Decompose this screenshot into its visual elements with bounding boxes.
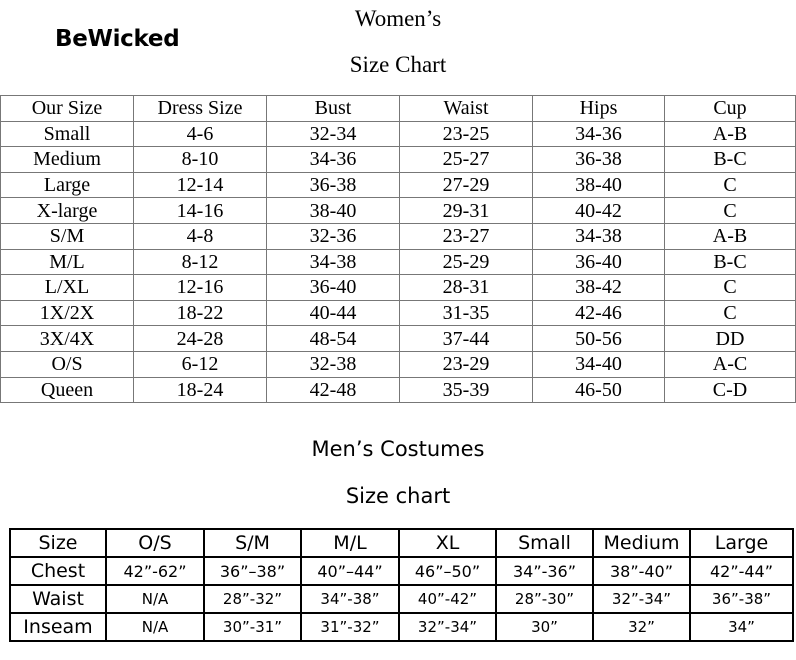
women-table-row bbox=[1, 147, 796, 173]
men-header-cell: Medium bbox=[593, 529, 690, 557]
women-row-label: Small bbox=[1, 121, 134, 147]
women-table-cell: 36-38 bbox=[533, 147, 665, 173]
men-table-cell: 28”-32” bbox=[204, 585, 301, 613]
women-row-label: O/S bbox=[1, 351, 134, 377]
men-size-table bbox=[9, 528, 794, 642]
women-table-cell: 29-31 bbox=[400, 198, 533, 224]
men-table-cell: 32” bbox=[593, 613, 690, 641]
women-table-cell: 48-54 bbox=[267, 326, 400, 352]
women-table-row bbox=[1, 121, 796, 147]
men-table-cell: 40”-42” bbox=[399, 585, 496, 613]
men-table-cell: N/A bbox=[106, 585, 204, 613]
men-table-cell: 38”-40” bbox=[593, 557, 690, 585]
men-header-cell: Small bbox=[496, 529, 593, 557]
women-table-cell: 50-56 bbox=[533, 326, 665, 352]
women-table-cell: 23-27 bbox=[400, 223, 533, 249]
women-header-row bbox=[1, 96, 796, 122]
men-header-cell: M/L bbox=[301, 529, 399, 557]
women-table-cell: DD bbox=[665, 326, 796, 352]
men-header-row bbox=[10, 529, 793, 557]
women-row-label: M/L bbox=[1, 249, 134, 275]
women-table-cell: 12-14 bbox=[134, 172, 267, 198]
women-table-cell: 18-24 bbox=[134, 377, 267, 403]
women-table-cell: 8-12 bbox=[134, 249, 267, 275]
women-table-cell: 42-48 bbox=[267, 377, 400, 403]
women-table-row bbox=[1, 326, 796, 352]
women-table-cell: A-B bbox=[665, 223, 796, 249]
women-table-cell: 34-38 bbox=[533, 223, 665, 249]
men-chart-subtitle: Size chart bbox=[345, 484, 451, 508]
women-header-cell: Dress Size bbox=[134, 96, 267, 122]
women-header-cell: Cup bbox=[665, 96, 796, 122]
men-table-row bbox=[10, 613, 793, 641]
men-row-label: Chest bbox=[10, 557, 106, 585]
women-row-label: 1X/2X bbox=[1, 300, 134, 326]
women-header-cell: Bust bbox=[267, 96, 400, 122]
men-header-cell: XL bbox=[399, 529, 496, 557]
women-table-row bbox=[1, 198, 796, 224]
women-table-cell: 36-40 bbox=[533, 249, 665, 275]
women-table-cell: 38-42 bbox=[533, 275, 665, 301]
women-table-cell: 42-46 bbox=[533, 300, 665, 326]
women-table-cell: 23-25 bbox=[400, 121, 533, 147]
women-table-cell: C bbox=[665, 300, 796, 326]
women-table-cell: 32-36 bbox=[267, 223, 400, 249]
women-table-cell: 34-36 bbox=[533, 121, 665, 147]
women-table-cell: 23-29 bbox=[400, 351, 533, 377]
men-table-row bbox=[10, 585, 793, 613]
men-row-label: Waist bbox=[10, 585, 106, 613]
women-row-label: Large bbox=[1, 172, 134, 198]
men-table-cell: 28”-30” bbox=[496, 585, 593, 613]
women-table-cell: 31-35 bbox=[400, 300, 533, 326]
women-table-row bbox=[1, 275, 796, 301]
women-table-cell: 40-42 bbox=[533, 198, 665, 224]
women-size-table bbox=[0, 95, 796, 403]
women-table-cell: 18-22 bbox=[134, 300, 267, 326]
women-table-cell: 32-34 bbox=[267, 121, 400, 147]
men-table-cell: 30” bbox=[496, 613, 593, 641]
women-table-cell: C-D bbox=[665, 377, 796, 403]
men-table-cell: 31”-32” bbox=[301, 613, 399, 641]
women-chart-title: Women’s bbox=[354, 6, 442, 31]
women-table-cell: 6-12 bbox=[134, 351, 267, 377]
men-table-cell: 34” bbox=[690, 613, 793, 641]
women-table-cell: 14-16 bbox=[134, 198, 267, 224]
women-table-row bbox=[1, 249, 796, 275]
men-table-cell: N/A bbox=[106, 613, 204, 641]
women-table-cell: 38-40 bbox=[533, 172, 665, 198]
women-table-cell: B-C bbox=[665, 249, 796, 275]
men-header-cell: O/S bbox=[106, 529, 204, 557]
men-table-row bbox=[10, 557, 793, 585]
men-table-cell: 40”–44” bbox=[301, 557, 399, 585]
women-table-cell: 38-40 bbox=[267, 198, 400, 224]
women-chart-subtitle: Size Chart bbox=[349, 52, 447, 77]
women-table-cell: 36-38 bbox=[267, 172, 400, 198]
women-row-label: X-large bbox=[1, 198, 134, 224]
women-table-cell: 34-38 bbox=[267, 249, 400, 275]
women-table-cell: 35-39 bbox=[400, 377, 533, 403]
women-row-label: L/XL bbox=[1, 275, 134, 301]
women-table-cell: 36-40 bbox=[267, 275, 400, 301]
brand-logo-text: BeWicked bbox=[55, 26, 180, 52]
women-header-cell: Our Size bbox=[1, 96, 134, 122]
women-table-row bbox=[1, 172, 796, 198]
women-table-cell: C bbox=[665, 198, 796, 224]
men-table-cell: 42”-62” bbox=[106, 557, 204, 585]
men-table-cell: 36”-38” bbox=[690, 585, 793, 613]
women-table-cell: 24-28 bbox=[134, 326, 267, 352]
men-table-cell: 32”-34” bbox=[399, 613, 496, 641]
women-table-cell: A-B bbox=[665, 121, 796, 147]
women-table-cell: 8-10 bbox=[134, 147, 267, 173]
women-row-label: Medium bbox=[1, 147, 134, 173]
women-table-cell: A-C bbox=[665, 351, 796, 377]
women-row-label: S/M bbox=[1, 223, 134, 249]
women-table-cell: 40-44 bbox=[267, 300, 400, 326]
women-table-cell: C bbox=[665, 172, 796, 198]
women-table-cell: 4-8 bbox=[134, 223, 267, 249]
women-table-cell: 25-27 bbox=[400, 147, 533, 173]
women-row-label: 3X/4X bbox=[1, 326, 134, 352]
men-table-cell: 34”-38” bbox=[301, 585, 399, 613]
women-table-cell: 25-29 bbox=[400, 249, 533, 275]
women-table-cell: 46-50 bbox=[533, 377, 665, 403]
women-table-row bbox=[1, 223, 796, 249]
men-table-cell: 36”–38” bbox=[204, 557, 301, 585]
women-table-cell: 37-44 bbox=[400, 326, 533, 352]
men-table-cell: 34”-36” bbox=[496, 557, 593, 585]
men-chart-title: Men’s Costumes bbox=[311, 437, 485, 461]
women-row-label: Queen bbox=[1, 377, 134, 403]
women-header-cell: Waist bbox=[400, 96, 533, 122]
women-table-cell: 27-29 bbox=[400, 172, 533, 198]
women-table-cell: 34-36 bbox=[267, 147, 400, 173]
women-table-row bbox=[1, 377, 796, 403]
men-header-cell: S/M bbox=[204, 529, 301, 557]
women-table-cell: C bbox=[665, 275, 796, 301]
men-table-cell: 46”–50” bbox=[399, 557, 496, 585]
women-table-cell: 4-6 bbox=[134, 121, 267, 147]
women-table-row bbox=[1, 300, 796, 326]
women-table-row bbox=[1, 351, 796, 377]
men-table-cell: 42”-44” bbox=[690, 557, 793, 585]
men-table-cell: 30”-31” bbox=[204, 613, 301, 641]
women-table-cell: 12-16 bbox=[134, 275, 267, 301]
women-table-cell: B-C bbox=[665, 147, 796, 173]
men-header-cell: Large bbox=[690, 529, 793, 557]
men-table-cell: 32”-34” bbox=[593, 585, 690, 613]
women-header-cell: Hips bbox=[533, 96, 665, 122]
women-table-cell: 34-40 bbox=[533, 351, 665, 377]
men-header-cell: Size bbox=[10, 529, 106, 557]
men-row-label: Inseam bbox=[10, 613, 106, 641]
women-table-cell: 28-31 bbox=[400, 275, 533, 301]
women-table-cell: 32-38 bbox=[267, 351, 400, 377]
